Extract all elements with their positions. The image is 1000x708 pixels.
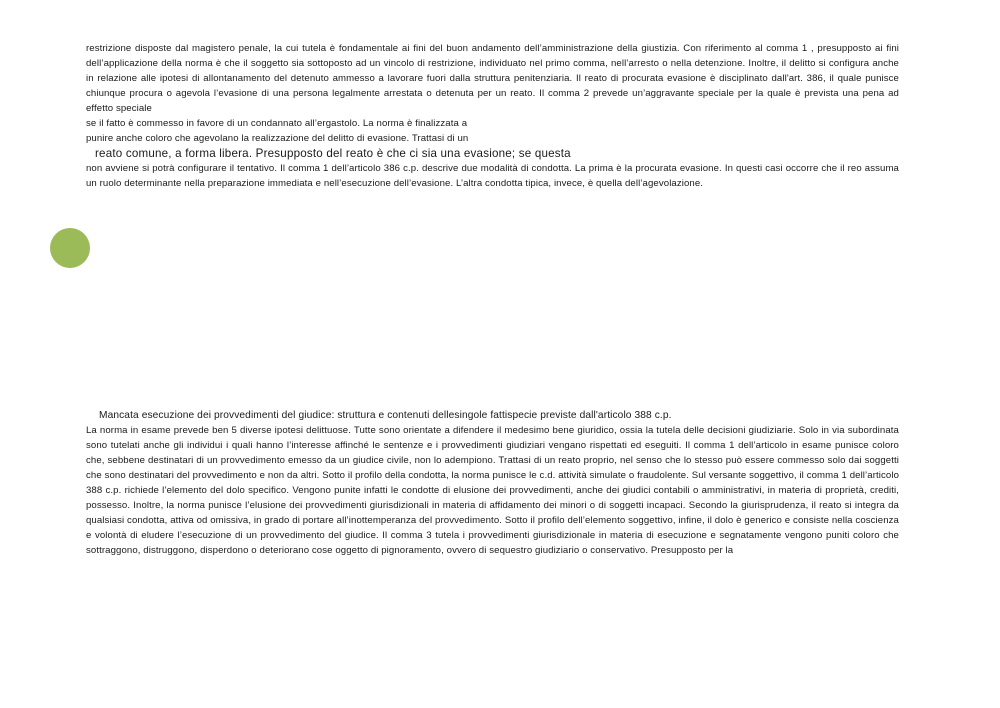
paragraph-evasione-1: restrizione disposte dal magistero penale, la cui tutela è fondamentale ai fini del buon andamento dell’amministrazione della giustizia. Con riferimento al comma 1 , presupposto ai fini dell’applicazione della norma è che il soggetto sia sottoposto ad un vincolo di restrizione, individuato nel primo comma, nell’arresto o nella detenzione. Inoltre, il delitto si configura anche in relazione alle ipotesi di allontanamento del detenuto ammesso a lavorare fuori dalla struttura penitenziaria. Il reato di procurata evasione è disciplinato dall'art. 386, il quale punisce chiunque procura o agevola l’evasione di una persona legalmente arrestata o detenuta per un reato. Il comma 2 prevede un’aggravante speciale per la quale è prevista una pena ad effetto speciale bbox=[86, 43, 899, 114]
paragraph-art-388: La norma in esame prevede ben 5 diverse ipotesi delittuose. Tutte sono orientate a difendere il medesimo bene giuridico, ossia la tutela delle decisioni giudiziarie. Solo in via subordinata sono tutelati anche gli individui i quali hanno l’interesse affinché le sentenze e i provvedimenti giudiziari vengano rispettati ed eseguiti. Il comma 1 dell’articolo in esame punisce coloro che, sebbene destinatari di un provvedimento emesso da un giudice civile, non lo adempiono. Trattasi di un reato proprio, nel senso che lo stesso può essere commesso solo dai soggetti che sono destinatari del provvedimento e non da altri. Sotto il profilo della condotta, la norma punisce le c.d. attività simulate o fraudolente. Sul versante soggettivo, il comma 1 dell’articolo 388 c.p. richiede l’elemento del dolo specifico. Vengono punite infatti le condotte di elusione dei provvedimenti, anche dei giudici contabili o amministrativi, in materia di proprietà, crediti, possesso. Inoltre, la norma punisce l’elusione dei provvedimenti giurisdizionali in materia di affidamento dei minori o di soggetti incapaci. Secondo la giurisprudenza, il reato si integra da qualsiasi condotta, attiva od omissiva, in grado di portare all’inottemperanza del provvedimento. Sotto il profilo dell’elemento soggettivo, infine, il dolo è generico e consiste nella coscienza e volontà di eludere l’esecuzione di un provvedimento del giudice. Il comma 3 tutela i provvedimenti giurisdizionale in materia di esecuzione e segnatamente vengono puniti coloro che sottraggono, distruggono, disperdono o deteriorano cose oggetto di pignoramento, ovvero di sequestro giudiziario o conservativo. Presupposto per la bbox=[86, 425, 899, 556]
section-heading: Mancata esecuzione dei provvedimenti del giudice: struttura e contenuti dellesingole fattispecie previste dall'articolo 388 c.p. bbox=[99, 410, 672, 421]
text-section-art-388 bbox=[86, 409, 899, 558]
green-circle-bullet bbox=[50, 228, 90, 268]
text-section-evasione bbox=[86, 41, 899, 191]
text-line-agevolano: punire anche coloro che agevolano la realizzazione del delitto di evasione. Trattasi di un bbox=[86, 133, 469, 144]
text-line-reato-comune: reato comune, a forma libera. Presupposto del reato è che ci sia una evasione; se questa bbox=[95, 147, 571, 160]
paragraph-evasione-2: non avviene si potrà configurare il tentativo. Il comma 1 dell’articolo 386 c.p. descrive due modalità di condotta. La prima è la procurata evasione. In questi casi occorre che il reo assuma un ruolo determinante nella preparazione immediata e nell’esecuzione dell’evasione. L’altra condotta tipica, invece, è quella dell’agevolazione. bbox=[86, 163, 899, 189]
text-line-ergastolo: se il fatto è commesso in favore di un condannato all’ergastolo. La norma è finalizzata a bbox=[86, 118, 468, 129]
